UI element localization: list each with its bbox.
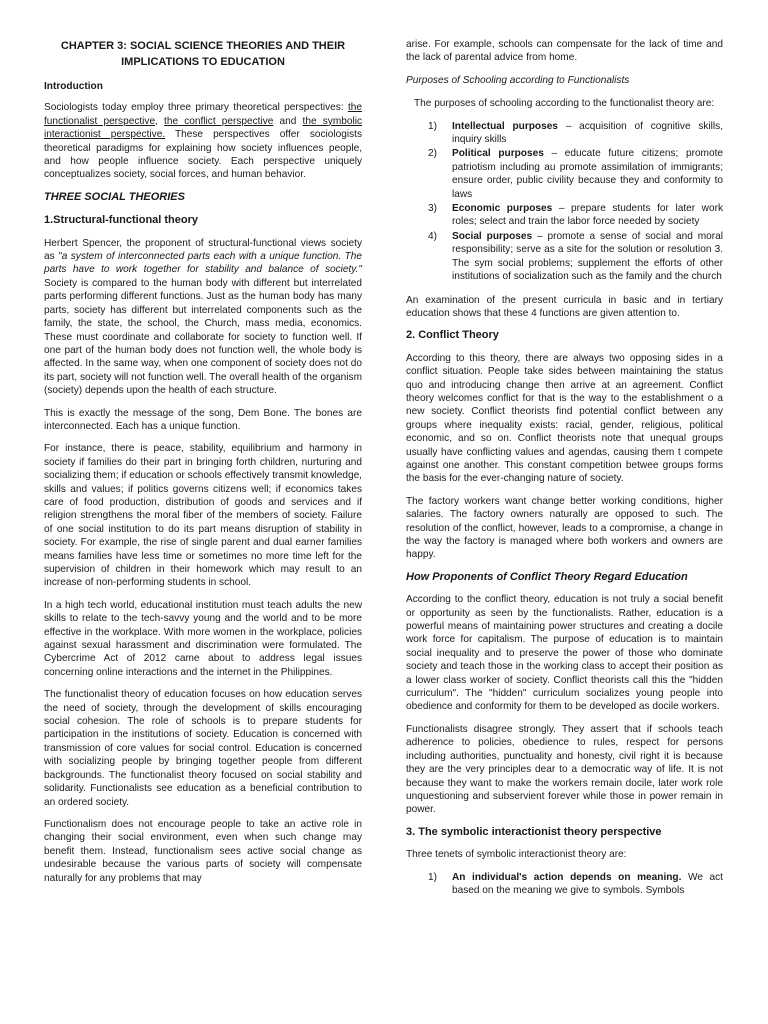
functionalist-paragraph: The functionalist theory of education focuses on how education serves the need of society, through the development of skills encouraging social cohesion. The role of schools is to prepare students for participation in the institutions of society. Education is concerned with transmission of core values for social control. Education is concerned with socializing people by bringing together people from different backgrounds. The functionalist theory focused on social stability and solidarity. Functionalists see education as a beneficial contribution to an ordered society. (44, 689, 362, 808)
list-item: 1) Intellectual purposes – acquisition of cognitive skills, inquiry skills (428, 120, 723, 146)
chapter-title: CHAPTER 3: SOCIAL SCIENCE THEORIES AND THEIR IMPLICATIONS TO EDUCATION (60, 40, 346, 68)
continued-paragraph: arise. For example, schools can compensate for the lack of time and the lack of parental advice from home. (406, 39, 723, 64)
conflict-education-paragraph: According to the conflict theory, education is not truly a social benefit or opportunity as seen by the functionalists. Rather, education is a powerful means of maintaining power structures and creating a docile work force for capitalism. The purpose of education is to maintain social inequality and to preserve the power of those who dominate society and teach those in the working class to accept their position as a lower class worker of society. Conflict theorists call this the "hidden curriculum". The "hidden" curriculum socializes young people into obedience and conformity for them to be developed as docile workers. (406, 594, 723, 713)
instance-paragraph: For instance, there is peace, stability, equilibrium and harmony in society if families do their part in bringing forth children, nurturing and socializing them; if education or schools effectively transmit knowledge, skills and values; if politics governs citizens well; if economics takes care of food production, distribution of goods and services and if religion strengthens the moral fiber of the members of society. Failure of one social institution to do its part means disruption of stability in society. For example, the rise of single parent and dual earner families means families have less time or sometimes no more time left for the supervision of children in their homework which may result to an increase of non-performing students in school. (44, 443, 362, 589)
dem-bone-paragraph: This is exactly the message of the song, Dem Bone. The bones are interconnected. Each has a unique function. (44, 407, 362, 432)
tenets-list (406, 871, 723, 898)
list-item: 4) Social purposes – promote a sense of social and moral responsibility; serve as a site for the solution or resolution 3. The sym social problems; supplement the efforts of other institutions of socialization such as the family and the church (428, 230, 723, 283)
functionalism-paragraph: Functionalism does not encourage people to take an active role in changing their social environment, even when such change may benefit them. Instead, functionalism sees active social change as undesirable because the various parts of society will compensate naturally for any problems that may (44, 818, 362, 884)
examination-paragraph: An examination of the present curricula in basic and in tertiary education shows that these 4 functions are given attention to. (406, 294, 723, 319)
list-item: 1) An individual's action depends on meaning. We act based on the meaning we give to symbols. Symbols (428, 871, 723, 896)
left-column (44, 38, 362, 894)
factory-paragraph: The factory workers want change better working conditions, higher salaries. The factory owners naturally are opposed to such. The resolution of the conflict, however, leads to a compromise, a change in the way the factory is managed where both workers and owners are happy. (406, 495, 723, 561)
introduction-heading: Introduction (44, 81, 103, 92)
section-2-heading: 2. Conflict Theory (406, 329, 499, 342)
purposes-heading: Purposes of Schooling according to Functionalists (406, 74, 630, 86)
right-column (406, 38, 723, 907)
spencer-paragraph: Herbert Spencer, the proponent of structural-functional views society as "a system of interconnected parts each with a unique function. The parts have to work together for stability and balance of society." Society is compared to the human body with different but interrelated parts performing different functions. Just as the human body has many parts, society has different but interrelated components such as the family, the state, the school, the Church, mass media, economics. These must coordinate and collaborate for society to function well. If one part of the human body does not function well, the whole body is affected. In the same way, when one component of society does not do its part, society will not function well. The overall health of the organism (society) depends upon the health of each structure. (44, 237, 363, 397)
three-theories-heading: THREE SOCIAL THEORIES (44, 190, 185, 203)
section-1-heading: 1.Structural-functional theory (44, 214, 199, 227)
conflict-education-heading: How Proponents of Conflict Theory Regard Education (406, 570, 688, 583)
list-item: 3) Economic purposes – prepare students for later work roles; select and train the labor force needed by society (428, 203, 723, 228)
section-3-heading: 3. The symbolic interactionist theory perspective (406, 825, 662, 838)
purposes-intro: The purposes of schooling according to the functionalist theory are: (414, 98, 715, 110)
high-tech-paragraph: In a high tech world, educational institution must teach adults the new skills to relate to the tech-savvy young and the world and to be more effective in the workplace. With more women in the workplace, policies against sexual harassment and discrimination were formulated. The Cybercrime Act of 2012 came about to address legal issues concerning online interactions and the internet in the Philippines. (44, 599, 362, 678)
list-item: 2) Political purposes – educate future citizens; promote patriotism including au promote assimilation of immigrants; ensure order, public civility because they and conformity to laws (428, 148, 723, 200)
intro-paragraph: Sociologists today employ three primary theoretical perspectives: the functionalist perspective, the conflict perspective and the symbolic interactionist perspective. These perspectives offer sociologists theoretical paradigms for explaining how society influences people, and how people influence society. Each perspective uniquely conceptualizes society, social forces, and human behavior. (44, 102, 362, 181)
tenets-intro: Three tenets of symbolic interactionist theory are: (406, 849, 627, 861)
purposes-list (406, 120, 723, 284)
disagree-paragraph: Functionalists disagree strongly. They assert that if schools teach adherence to policies, obedience to rules, respect for persons including authorities, punctuality and honesty, civil right it is because they are the very principles dear to a democratic way of life. It is not because they want to make the workers remain docile, later work role unquestioning and subservient forever while those in power remain in power. (406, 723, 723, 816)
conflict-paragraph: According to this theory, there are always two opposing sides in a conflict situation. People take sides between maintaining the status quo and introducing change then arrive at an agreement. Conflict theory welcomes conflict for that is the way to the establishment o a new society. Conflict theorists find potential conflict between any groups where inequality exists: racial, gender, religious, political economic, and so on. Conflict theorists note that unequal groups usually have conflicting values and agendas, causing them t compete against one another. This constant competition betwee groups forms the basis for the ever-changing nature of society. (406, 352, 723, 485)
